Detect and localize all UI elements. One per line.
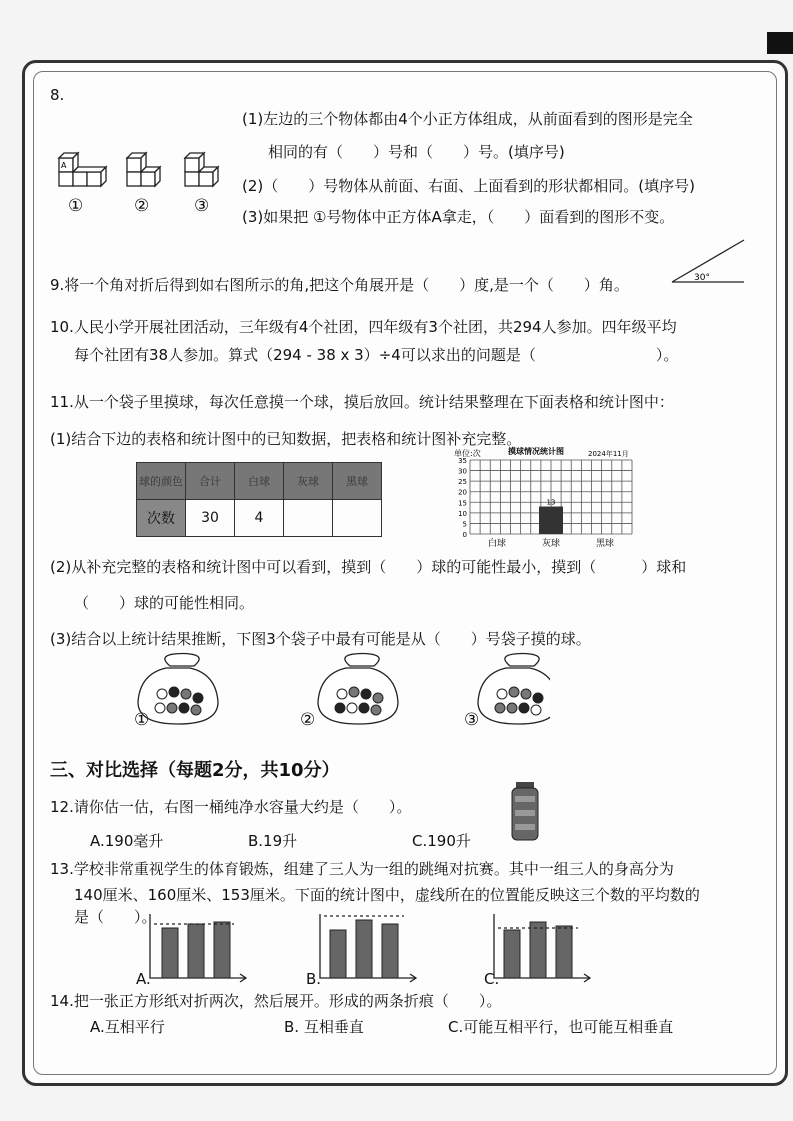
table-row-label: 次数 [137, 500, 186, 537]
q13-line2: 140厘米、160厘米、153厘米。下面的统计图中，虚线所在的位置能反映这三个数的平均数的 [74, 886, 700, 904]
q8-label-2: ② [134, 196, 150, 216]
q10-line1: 10.人民小学开展社团活动，三年级有4个社团，四年级有3个社团，共294人参加。四年级平均 [50, 318, 677, 336]
q12-text: 12.请你估一估，右图一桶纯净水容量大约是（ ）。 [50, 798, 412, 816]
table-cell-total: 30 [186, 500, 235, 537]
ball-icon [533, 693, 543, 703]
q12-option-b: B.19升 [248, 832, 298, 850]
q10-line2: 每个社团有38人参加。算式（294 - 38 x 3）÷4可以求出的问题是（ ）。 [74, 346, 679, 364]
chart-category-label: 黑球 [595, 539, 615, 549]
table-cell-gray [284, 500, 333, 537]
ball-icon [521, 689, 531, 699]
ball-icon [191, 705, 201, 715]
ball-icon [373, 693, 383, 703]
ball-icon [157, 689, 167, 699]
chart-ytick-label: 30 [458, 467, 467, 476]
table-cell-black [333, 500, 382, 537]
chart-ylabel: 单位:次 [454, 449, 481, 458]
table-header-gray: 灰球 [284, 463, 333, 500]
table-header-total: 合计 [186, 463, 235, 500]
table-header-color: 球的颜色 [137, 463, 186, 500]
q12-option-a: A.190毫升 [90, 832, 164, 850]
ball-icon [347, 703, 357, 713]
chart-ytick-label: 10 [458, 509, 467, 518]
q14-option-a: A.互相平行 [90, 1018, 165, 1036]
q8-part1-line1: (1)左边的三个物体都由4个小正方体组成，从前面看到的图形是完全 [242, 110, 693, 128]
ball-icon [519, 703, 529, 713]
section3-title: 三、对比选择（每题2分，共10分） [50, 760, 340, 781]
ball-icon [167, 703, 177, 713]
q11-part1: (1)结合下边的表格和统计图中的已知数据，把表格和统计图补充完整。 [50, 430, 522, 448]
q13-option-charts [134, 910, 654, 986]
q13-option-c: C. [484, 970, 500, 988]
table-header-white: 白球 [235, 463, 284, 500]
chart-category-label: 灰球 [541, 539, 561, 549]
ball-icon [507, 703, 517, 713]
q11-part2-line2: （ ）球的可能性相同。 [74, 594, 255, 612]
q9-angle-figure [668, 236, 748, 288]
chart-ytick-label: 5 [462, 520, 467, 529]
ball-icon [359, 703, 369, 713]
water-bucket-icon [508, 780, 542, 844]
ball-icon [335, 703, 345, 713]
q11-bags [130, 652, 550, 732]
ball-icon [497, 689, 507, 699]
svg-text:A: A [61, 161, 67, 170]
q11-bag-label-2: ② [300, 710, 316, 730]
ball-icon [193, 693, 203, 703]
chart-date: 2024年11月 [588, 450, 629, 458]
q14-option-b: B. 互相垂直 [284, 1018, 364, 1036]
q8-part2: (2)（ ）号物体从前面、右面、上面看到的形状都相同。(填序号) [242, 177, 695, 195]
q8-number: 8. [50, 86, 65, 104]
q12-option-c: C.190升 [412, 832, 471, 850]
q11-table [136, 462, 382, 537]
q11-intro: 11.从一个袋子里摸球，每次任意摸一个球，摸后放回。统计结果整理在下面表格和统计图中： [50, 393, 674, 411]
ball-icon [155, 703, 165, 713]
chart-bar [539, 507, 563, 534]
ball-icon [179, 703, 189, 713]
chart-title: 摸球情况统计图 [508, 447, 564, 456]
chart-data-label: 13 [546, 498, 556, 507]
q8-part3: (3)如果把 ①号物体中正方体A拿走，（ ）面看到的图形不变。 [242, 208, 675, 226]
chart-ytick-label: 25 [458, 478, 467, 487]
q11-part3: (3)结合以上统计结果推断，下图3个袋子中最有可能是从（ ）号袋子摸的球。 [50, 630, 591, 648]
q11-bag-label-1: ① [134, 710, 150, 730]
scan-corner-mark [767, 32, 793, 54]
q8-label-3: ③ [194, 196, 210, 216]
q14-text: 14.把一张正方形纸对折两次，然后展开。形成的两条折痕（ ）。 [50, 992, 502, 1010]
table-header-black: 黑球 [333, 463, 382, 500]
ball-icon [337, 689, 347, 699]
q8-part1-line2: 相同的有（ ）号和（ ）号。(填序号) [268, 143, 565, 161]
chart-ytick-label: 35 [458, 457, 467, 465]
q13-line3: 是（ ）。 [74, 908, 157, 926]
ball-icon [181, 689, 191, 699]
q13-line1: 13.学校非常重视学生的体育锻炼，组建了三人为一组的跳绳对抗赛。其中一组三人的身高分为 [50, 860, 674, 878]
chart-ytick-label: 20 [458, 488, 467, 497]
ball-icon [509, 687, 519, 697]
q11-part2-line1: (2)从补充完整的表格和统计图中可以看到，摸到（ ）球的可能性最小，摸到（ ）球和 [50, 558, 687, 576]
q9-text: 9.将一个角对折后得到如右图所示的角,把这个角展开是（ ）度,是一个（ ）角。 [50, 276, 629, 294]
svg-text:30°: 30° [694, 273, 710, 283]
ball-icon [361, 689, 371, 699]
ball-icon [495, 703, 505, 713]
ball-icon [349, 687, 359, 697]
chart-ytick-label: 15 [458, 499, 467, 508]
ball-icon [169, 687, 179, 697]
q11-bag-label-3: ③ [464, 710, 480, 730]
q11-bar-chart [440, 444, 640, 554]
q13-option-a: A. [136, 970, 151, 988]
q8-label-1: ① [68, 196, 84, 216]
table-cell-white: 4 [235, 500, 284, 537]
ball-icon [371, 705, 381, 715]
ball-icon [531, 705, 541, 715]
q14-option-c: C.可能互相平行，也可能互相垂直 [448, 1018, 674, 1036]
chart-ytick-label: 0 [462, 531, 467, 539]
chart-category-label: 白球 [487, 539, 507, 549]
q13-option-b: B. [306, 970, 322, 988]
